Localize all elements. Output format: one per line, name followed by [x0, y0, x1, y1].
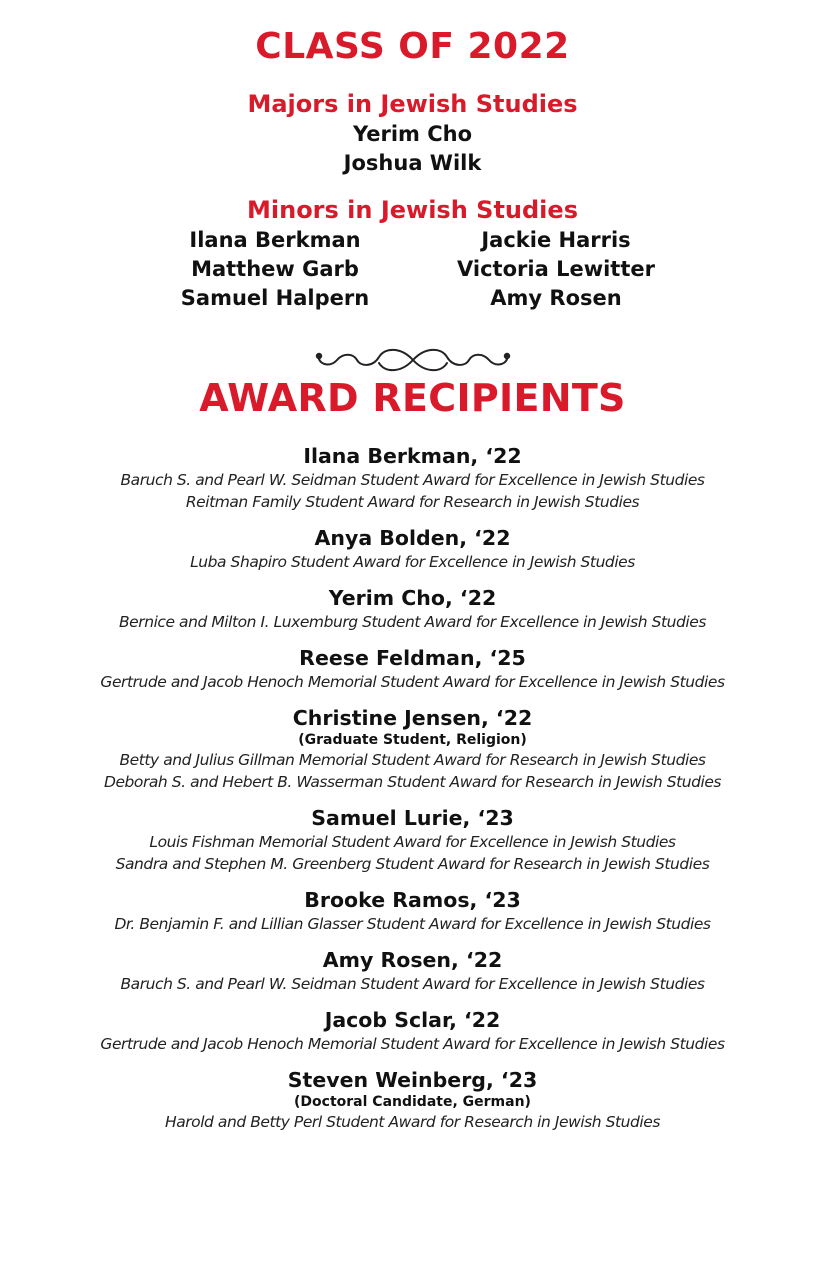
- recipient-entry: [0, 525, 825, 573]
- recipient-name: Christine Jensen, ‘22: [292, 706, 533, 730]
- minor-name: Samuel Halpern: [180, 286, 370, 310]
- recipient-entry: [0, 705, 825, 793]
- award-name: Betty and Julius Gillman Memorial Student Award for Research in Jewish Studies: [119, 751, 706, 769]
- recipient-name: Samuel Lurie, ‘23: [311, 806, 514, 830]
- minor-name: Ilana Berkman: [189, 228, 361, 252]
- recipient-entry: [0, 947, 825, 995]
- recipient-name: Ilana Berkman, ‘22: [303, 444, 522, 468]
- recipient-entry: [0, 443, 825, 513]
- recipient-entry: [0, 805, 825, 875]
- recipient-entry: [0, 887, 825, 935]
- recipient-note: (Doctoral Candidate, German): [294, 1094, 531, 1110]
- minors-heading: Minors in Jewish Studies: [247, 196, 578, 224]
- recipient-entry: [0, 585, 825, 633]
- recipient-entry: [0, 645, 825, 693]
- minor-name: Victoria Lewitter: [457, 257, 655, 281]
- award-name: Baruch S. and Pearl W. Seidman Student Award for Excellence in Jewish Studies: [120, 471, 705, 489]
- major-name: Yerim Cho: [352, 122, 473, 146]
- minor-name: Jackie Harris: [481, 228, 631, 252]
- award-name: Gertrude and Jacob Henoch Memorial Student Award for Excellence in Jewish Studies: [100, 1035, 725, 1053]
- award-name: Louis Fishman Memorial Student Award for Excellence in Jewish Studies: [149, 833, 676, 851]
- minor-name: Amy Rosen: [490, 286, 622, 310]
- recipient-name: Reese Feldman, ‘25: [299, 646, 526, 670]
- award-name: Bernice and Milton I. Luxemburg Student Award for Excellence in Jewish Studies: [119, 613, 706, 631]
- awards-title: AWARD RECIPIENTS: [199, 376, 626, 420]
- award-name: Reitman Family Student Award for Research in Jewish Studies: [185, 493, 640, 511]
- award-name: Dr. Benjamin F. and Lillian Glasser Student Award for Excellence in Jewish Studies: [114, 915, 711, 933]
- recipient-name: Steven Weinberg, ‘23: [287, 1068, 538, 1092]
- award-name: Luba Shapiro Student Award for Excellence in Jewish Studies: [190, 553, 635, 571]
- award-name: Gertrude and Jacob Henoch Memorial Student Award for Excellence in Jewish Studies: [100, 673, 725, 691]
- award-name: Baruch S. and Pearl W. Seidman Student Award for Excellence in Jewish Studies: [120, 975, 705, 993]
- recipient-name: Amy Rosen, ‘22: [322, 948, 503, 972]
- recipient-note: (Graduate Student, Religion): [298, 732, 527, 748]
- recipient-name: Yerim Cho, ‘22: [328, 586, 497, 610]
- flourish-divider-icon: [0, 343, 825, 377]
- recipient-name: Jacob Sclar, ‘22: [324, 1008, 501, 1032]
- class-title: CLASS OF 2022: [255, 26, 570, 67]
- minor-name: Matthew Garb: [191, 257, 359, 281]
- award-name: Sandra and Stephen M. Greenberg Student Award for Research in Jewish Studies: [115, 855, 710, 873]
- recipient-name: Brooke Ramos, ‘23: [304, 888, 521, 912]
- award-name: Harold and Betty Perl Student Award for Research in Jewish Studies: [164, 1113, 660, 1131]
- majors-heading: Majors in Jewish Studies: [247, 90, 578, 118]
- recipient-entry: [0, 1007, 825, 1055]
- award-name: Deborah S. and Hebert B. Wasserman Student Award for Research in Jewish Studies: [103, 773, 722, 791]
- recipient-entry: [0, 1067, 825, 1133]
- major-name: Joshua Wilk: [343, 151, 482, 175]
- recipients-list: [0, 443, 825, 1145]
- recipient-name: Anya Bolden, ‘22: [314, 526, 511, 550]
